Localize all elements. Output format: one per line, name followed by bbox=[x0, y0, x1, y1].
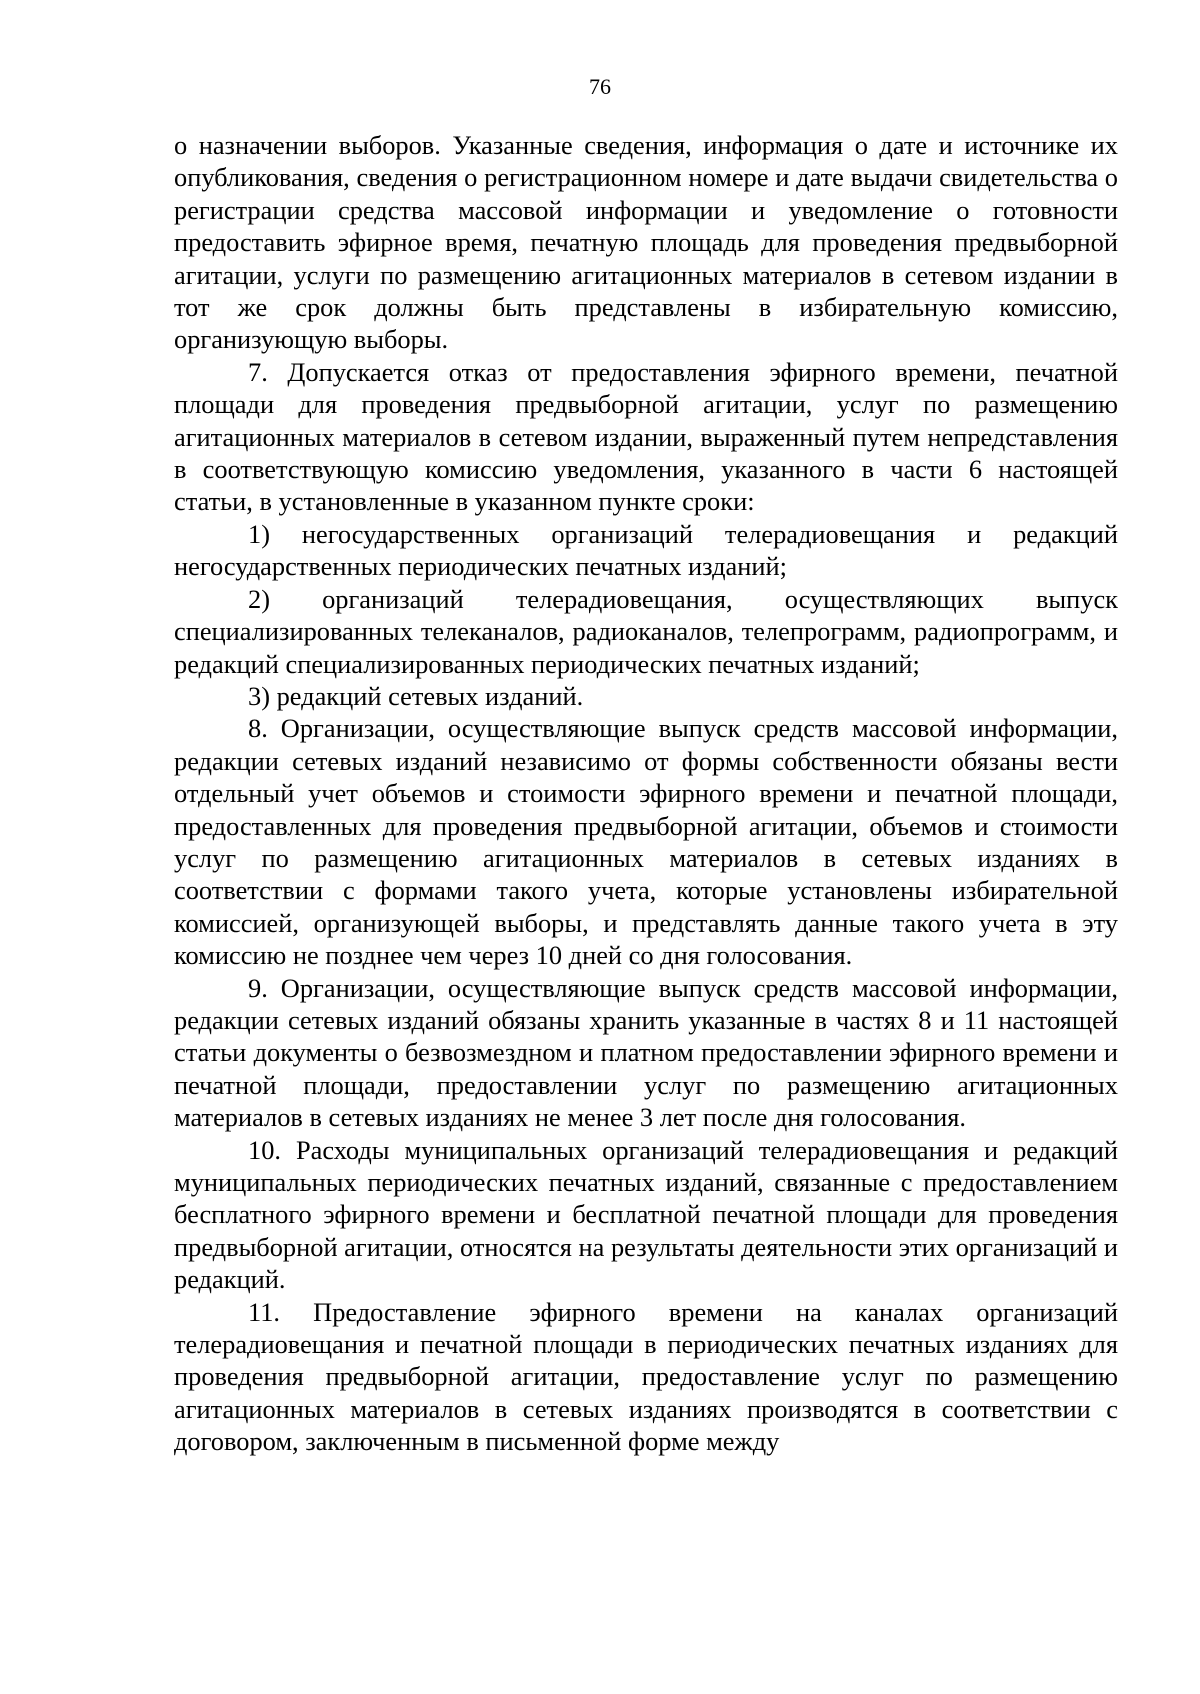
paragraph-continuation: о назначении выборов. Указанные сведения, информация о дате и источнике их опубликования, сведения о регистрационном номере и дате выдачи свидетельства о регистрации средства массовой информации и уведомление о готовности предоставить эфирное время, печатную площадь для проведения предвыборной агитации, услуги по размещению агитационных материалов в сетевом издании в тот же срок должны быть представлены в избирательную комиссию, организующую выборы. bbox=[174, 130, 1118, 355]
paragraph-item-9: 9. Организации, осуществляющие выпуск средств массовой информации, редакции сетевых изданий обязаны хранить указанные в частях 8 и 11 настоящей статьи документы о безвозмездном и платном предоставлении эфирного времени и печатной площади, предоставлении услуг по размещению агитационных материалов в сетевых изданиях не менее 3 лет после дня голосования. bbox=[174, 972, 1118, 1133]
subitem-2: 2) организаций телерадиовещания, осуществляющих выпуск специализированных телеканалов, радиоканалов, телепрограмм, радиопрограмм, и редакций специализированных периодических печатных изданий; bbox=[174, 583, 1118, 679]
paragraph-item-7: 7. Допускается отказ от предоставления эфирного времени, печатной площади для проведения предвыборной агитации, услуг по размещению агитационных материалов в сетевом издании, выраженный путем непредставления в соответствующую комиссию уведомления, указанного в части 6 настоящей статьи, в установленные в указанном пункте сроки: bbox=[174, 356, 1118, 517]
subitem-1: 1) негосударственных организаций телерадиовещания и редакций негосударственных периодических печатных изданий; bbox=[174, 518, 1118, 582]
paragraph-item-11: 11. Предоставление эфирного времени на каналах организаций телерадиовещания и печатной площади в периодических печатных изданиях для проведения предвыборной агитации, предоставление услуг по размещению агитационных материалов в сетевых изданиях производятся в соответствии с договором, заключенным в письменной форме между bbox=[174, 1296, 1118, 1457]
page-number: 76 bbox=[589, 74, 611, 99]
subitem-3: 3) редакций сетевых изданий. bbox=[248, 680, 584, 711]
paragraph-item-10: 10. Расходы муниципальных организаций телерадиовещания и редакций муниципальных периодических печатных изданий, связанные с предоставлением бесплатного эфирного времени и бесплатной печатной площади для проведения предвыборной агитации, относятся на результаты деятельности этих организаций и редакций. bbox=[174, 1134, 1118, 1295]
document-body bbox=[174, 129, 1118, 1458]
paragraph-item-8: 8. Организации, осуществляющие выпуск средств массовой информации, редакции сетевых изданий независимо от формы собственности обязаны вести отдельный учет объемов и стоимости эфирного времени и печатной площади, предоставленных для проведения предвыборной агитации, объемов и стоимости услуг по размещению агитационных материалов в сетевых изданиях в соответствии с формами такого учета, которые установлены избирательной комиссией, организующей выборы, и представлять данные такого учета в эту комиссию не позднее чем через 10 дней со дня голосования. bbox=[174, 713, 1118, 971]
